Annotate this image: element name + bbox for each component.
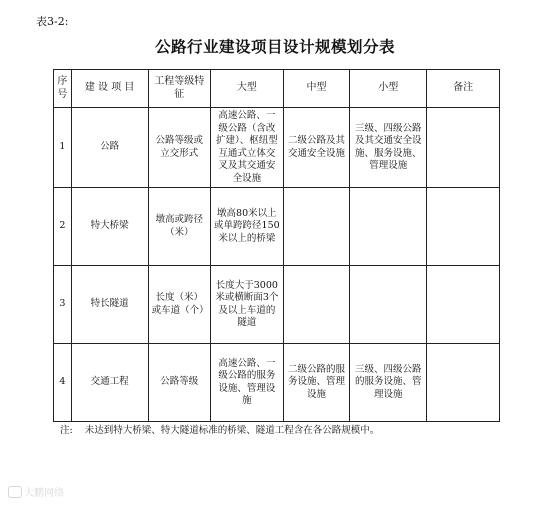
cell-feature: 公路等级或立交形式 [148, 108, 210, 188]
cell-note [427, 344, 500, 422]
cell-seq: 4 [54, 344, 72, 422]
cell-feature: 公路等级 [148, 344, 210, 422]
watermark-text: 大鹏网络 [24, 488, 64, 499]
header-small: 小型 [350, 70, 427, 108]
cell-note [427, 266, 500, 344]
table-label: 表3-2: [36, 15, 69, 28]
cell-seq: 2 [54, 188, 72, 266]
header-project: 建 设 项 目 [71, 70, 148, 108]
cell-note [427, 188, 500, 266]
header-feature: 工程等级特征 [148, 70, 210, 108]
cell-medium [283, 188, 350, 266]
footnote-text: 未达到特大桥梁、特大隧道标准的桥梁、隧道工程含在各公路规模中。 [84, 425, 380, 436]
cell-small: 三级、四级公路及其交通安全设施、服务设施、管理设施 [350, 108, 427, 188]
table-row [54, 266, 500, 344]
footnote-prefix: 注: [60, 425, 73, 436]
header-large: 大型 [210, 70, 283, 108]
cell-seq: 3 [54, 266, 72, 344]
header-medium: 中型 [283, 70, 350, 108]
cell-feature: 长度（米）或车道（个） [148, 266, 210, 344]
table-row [54, 188, 500, 266]
scale-classification-table [53, 69, 500, 422]
cell-medium: 二级公路的服务设施、管理设施 [283, 344, 350, 422]
cell-feature: 墩高或跨径（米） [148, 188, 210, 266]
cell-small [350, 188, 427, 266]
table-header-row [54, 70, 500, 108]
cell-large: 长度大于3000米或横断面3个及以上车道的隧道 [210, 266, 283, 344]
document-title: 公路行业建设项目设计规模划分表 [154, 38, 395, 56]
cell-large: 墩高80米以上或单跨跨径150米以上的桥梁 [210, 188, 283, 266]
table-footnote [60, 422, 379, 436]
cell-seq: 1 [54, 108, 72, 188]
cell-medium [283, 266, 350, 344]
cell-project: 公路 [71, 108, 148, 188]
watermark [8, 484, 64, 499]
header-note: 备注 [427, 70, 500, 108]
watermark-logo-icon [8, 486, 22, 498]
cell-project: 交通工程 [71, 344, 148, 422]
header-seq: 序号 [54, 70, 72, 108]
cell-project: 特长隧道 [71, 266, 148, 344]
cell-note [427, 108, 500, 188]
cell-medium: 二级公路及其交通安全设施 [283, 108, 350, 188]
cell-large: 高速公路、一级公路（含改扩建）、枢纽型互通式立体交叉及其交通安全设施 [210, 108, 283, 188]
cell-project: 特大桥梁 [71, 188, 148, 266]
table-row [54, 344, 500, 422]
cell-small [350, 266, 427, 344]
table-row [54, 108, 500, 188]
cell-large: 高速公路、一级公路的服务设施、管理设施 [210, 344, 283, 422]
cell-small: 三级、四级公路的服务设施、管理设施 [350, 344, 427, 422]
